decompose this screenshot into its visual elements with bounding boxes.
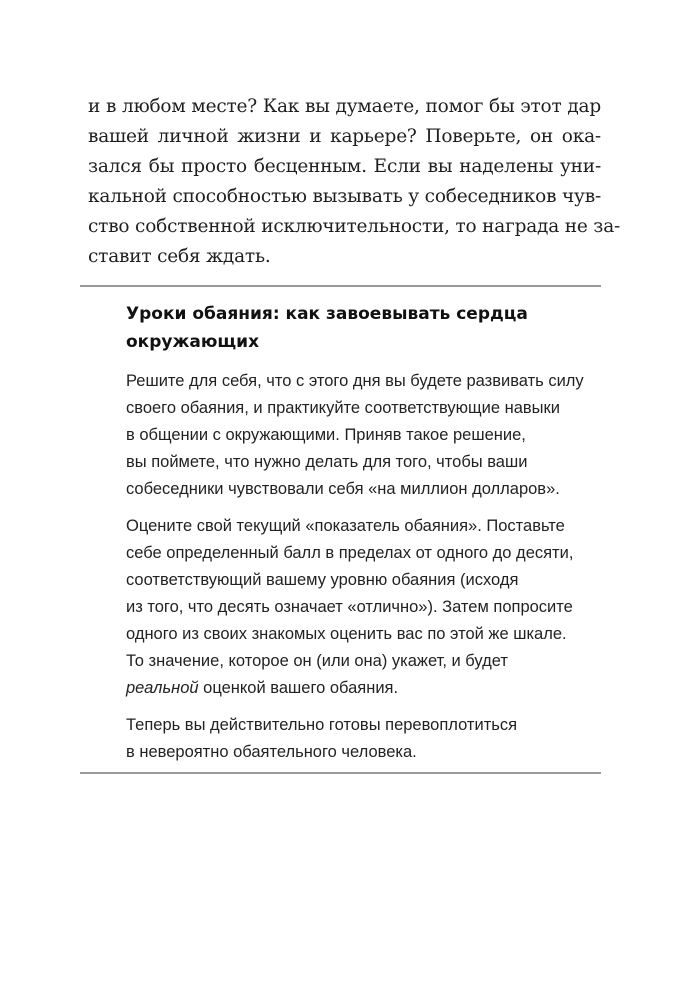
text-line: зался бы просто бесценным. Если вы наделены уни- bbox=[88, 156, 601, 177]
text-line: Оцените свой текущий «показатель обаяния». Поставьте bbox=[126, 517, 565, 535]
text-fragment: оценкой вашего обаяния. bbox=[198, 679, 399, 697]
heading-line: Уроки обаяния: как завоевывать сердца bbox=[126, 304, 528, 324]
text-line bbox=[126, 679, 398, 697]
heading-line: окружающих bbox=[126, 332, 260, 352]
text-line: вашей личной жизни и карьере? Поверьте, он ока- bbox=[88, 126, 601, 147]
text-line: в общении с окружающими. Приняв такое решение, bbox=[126, 426, 526, 444]
text-line: вы поймете, что нужно делать для того, чтобы ваши bbox=[126, 453, 528, 471]
text-line: ставит себя ждать. bbox=[88, 246, 271, 267]
text-line: Решите для себя, что с этого дня вы будете развивать силу bbox=[126, 372, 584, 390]
text-line: соответствующий вашему уровню обаяния (исходя bbox=[126, 571, 519, 589]
text-line: кальной способностью вызывать у собеседников чув- bbox=[88, 186, 601, 207]
text-line: из того, что десять означает «отлично»). Затем попросите bbox=[126, 598, 573, 616]
text-line: Теперь вы действительно готовы перевоплотиться bbox=[126, 716, 518, 734]
text-line: собеседники чувствовали себя «на миллион долларов». bbox=[126, 480, 560, 498]
paragraph-1 bbox=[126, 368, 596, 503]
text-line: в невероятно обаятельного человека. bbox=[126, 743, 417, 761]
sidebar-heading bbox=[126, 300, 586, 356]
top-divider bbox=[80, 285, 601, 287]
sidebar-body bbox=[126, 368, 596, 776]
paragraph-3 bbox=[126, 712, 596, 766]
body-text bbox=[88, 92, 621, 272]
text-line: То значение, которое он (или она) укажет, и будет bbox=[126, 652, 508, 670]
text-line: ство собственной исключительности, то награда не за- bbox=[88, 216, 621, 237]
text-line: себе определенный балл в пределах от одного до десяти, bbox=[126, 544, 574, 562]
text-line: своего обаяния, и практикуйте соответствующие навыки bbox=[126, 399, 560, 417]
text-line: и в любом месте? Как вы думаете, помог бы этот дар bbox=[88, 96, 601, 117]
italic-word: реальной bbox=[126, 679, 199, 697]
text-line: одного из своих знакомых оценить вас по этой же шкале. bbox=[126, 625, 567, 643]
paragraph-2 bbox=[126, 513, 596, 702]
bottom-divider bbox=[80, 772, 601, 774]
